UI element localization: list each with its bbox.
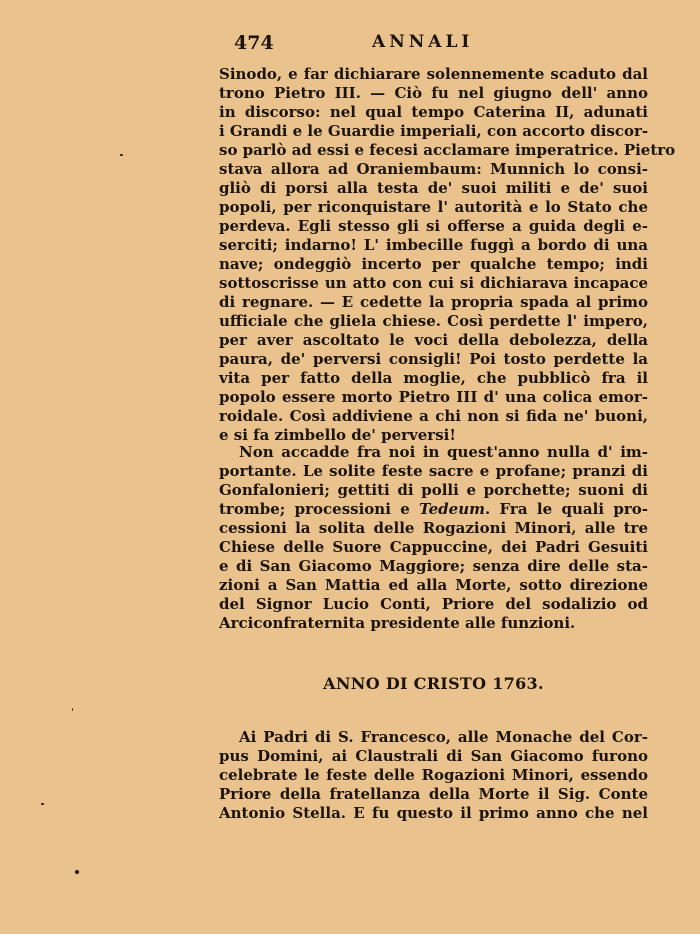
year-heading: ANNO DI CRISTO 1763. <box>323 674 544 693</box>
text-line: Gonfalonieri; gettiti di polli e porchette; suoni di <box>219 481 648 499</box>
text-line: pus Domini, ai Claustrali di San Giacomo furono <box>219 747 648 765</box>
text-line: popolo essere morto Pietro III d' una colica emor- <box>219 388 648 406</box>
ink-speck <box>120 154 123 156</box>
ink-speck <box>41 803 44 805</box>
text-line: gliò di porsi alla testa de' suoi militi e de' suoi <box>219 179 648 197</box>
text-line: trono Pietro III. — Ciò fu nel giugno dell' anno <box>219 84 648 102</box>
text-line: cessioni la solita delle Rogazioni Minori, alle tre <box>219 519 648 537</box>
text-line: vita per fatto della moglie, che pubblicò fra il <box>219 369 648 387</box>
text-line: stava allora ad Oraniembaum: Munnich lo consi- <box>219 160 648 178</box>
text-line: ufficiale che gliela chiese. Così perdette l' impero, <box>219 312 648 330</box>
page-number: 474 <box>234 32 274 54</box>
page-header <box>220 32 648 56</box>
text-line: celebrate le feste delle Rogazioni Minori, essendo <box>219 766 648 784</box>
text-line: Non accadde fra noi in quest'anno nulla d' im- <box>239 443 648 461</box>
text-line: sottoscrisse un atto con cui si dichiarava incapace <box>219 274 648 292</box>
text-line: serciti; indarno! L' imbecille fuggì a bordo di una <box>219 236 648 254</box>
text-line: Ai Padri di S. Francesco, alle Monache del Cor- <box>239 728 648 746</box>
text-line: i Grandi e le Guardie imperiali, con accorto discor- <box>219 122 649 140</box>
text-line: e di San Giacomo Maggiore; senza dire delle sta- <box>219 557 648 575</box>
text-line: di regnare. — E cedette la propria spada al primo <box>219 293 648 311</box>
text-line: trombe; processioni e Tedeum. Fra le quali pro- <box>219 500 648 518</box>
text-line: so parlò ad essi e fecesi acclamare imperatrice. Pietro <box>219 141 676 159</box>
text-line: paura, de' perversi consigli! Poi tosto perdette la <box>219 350 648 368</box>
text-line: del Signor Lucio Conti, Priore del sodalizio od <box>219 595 648 613</box>
text-line: Antonio Stella. E fu questo il primo anno che nel <box>219 804 648 822</box>
text-line: e si fa zimbello de' perversi! <box>219 426 456 444</box>
text-line: Arciconfraternita presidente alle funzioni. <box>219 614 576 632</box>
tedeum-italic: Tedeum <box>419 500 485 518</box>
paragraph-local-events <box>219 443 648 633</box>
text-line: popoli, per riconquistare l' autorità e lo Stato che <box>219 198 648 216</box>
text-line: Sinodo, e far dichiarare solennemente scaduto dal <box>219 65 648 83</box>
text-line: portante. Le solite feste sacre e profane; pranzi di <box>219 462 648 480</box>
running-head: ANNALI <box>372 32 474 52</box>
text-line: zioni a San Mattia ed alla Morte, sotto direzione <box>219 576 648 594</box>
text-line: Priore della fratellanza della Morte il Sig. Conte <box>219 785 648 803</box>
text-line: in discorso: nel qual tempo Caterina II, adunati <box>219 103 648 121</box>
paragraph-1763 <box>219 728 648 823</box>
ink-speck <box>75 870 79 874</box>
text-line: nave; ondeggiò incerto per qualche tempo; indi <box>219 255 648 273</box>
text-line: roidale. Così addiviene a chi non si fida ne' buoni, <box>219 407 648 425</box>
ink-speck <box>72 708 73 711</box>
text-line: Chiese delle Suore Cappuccine, dei Padri Gesuiti <box>219 538 648 556</box>
paragraph-peter-iii <box>219 65 676 445</box>
text-line: perdeva. Egli stesso gli si offerse a guida degli e- <box>219 217 648 235</box>
text-line: per aver ascoltato le voci della debolezza, della <box>219 331 648 349</box>
